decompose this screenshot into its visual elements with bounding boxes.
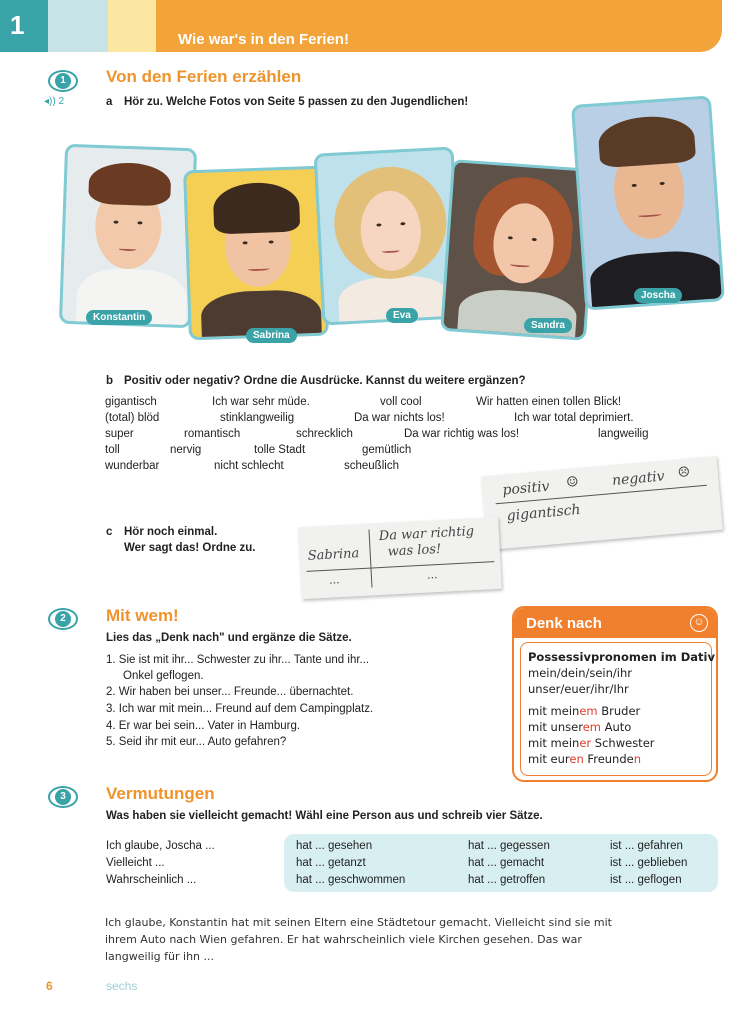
quote-line2: was los! — [387, 541, 442, 560]
section-2-instruction: Lies das „Denk nach" und ergänze die Sätze. — [106, 632, 352, 644]
section-1-title: Von den Ferien erzählen — [106, 67, 302, 86]
expression: Wir hatten einen tollen Blick! — [476, 396, 622, 408]
sentence-starter: Vielleicht ... — [106, 857, 165, 869]
expression: wunderbar — [105, 460, 160, 472]
verb-phrase: hat ... geschwommen — [296, 874, 406, 886]
chapter-number: 1 — [10, 10, 25, 40]
expression: stinklangweilig — [220, 412, 295, 424]
note-who-says — [298, 517, 501, 599]
expression: schrecklich — [296, 428, 353, 440]
expression: Ich war total deprimiert. — [514, 412, 634, 424]
note-positive-negative — [481, 456, 723, 550]
expression: langweilig — [598, 428, 649, 440]
example-text: Ich glaube, Konstantin hat mit seinen Eltern eine Städtetour gemacht. Vielleicht sind sie mit — [105, 916, 612, 929]
label-joscha: Joscha — [634, 288, 682, 303]
expression: super — [105, 428, 134, 440]
task-c-line1: Hör noch einmal. — [124, 526, 218, 538]
exercise-item: 4. Er war bei sein... Vater in Hamburg. — [106, 720, 301, 732]
denk-nach-box — [512, 606, 718, 782]
task-c-line2: Wer sagt das! Ordne zu. — [124, 542, 256, 554]
expression: nervig — [170, 444, 202, 456]
photo-sabrina[interactable] — [183, 166, 329, 341]
example-line: mit meiner Schwester — [528, 736, 655, 750]
example-text: langweilig für ihn ... — [105, 950, 215, 963]
expression: Da war nichts los! — [354, 412, 445, 424]
exercise-item: 2. Wir haben bei unser... Freunde... übernachtet. — [106, 686, 354, 698]
expression: gemütlich — [362, 444, 412, 456]
quote-line1: Da war richtig — [378, 524, 475, 545]
verb-phrase: hat ... gesehen — [296, 840, 373, 852]
label-positive: positiv — [501, 478, 551, 499]
sentence-starter: Ich glaube, Joscha ... — [106, 840, 215, 852]
verb-phrase: ist ... geblieben — [610, 857, 688, 869]
expression: (total) blöd — [105, 412, 160, 424]
header-band-light — [48, 0, 108, 52]
example-positive: gigantisch — [506, 501, 582, 525]
photo-eva[interactable] — [314, 146, 463, 325]
expression: Ich war sehr müde. — [212, 396, 310, 408]
section-3-instruction: Was haben sie vielleicht gemacht! Wähl eine Person aus und schreib vier Sätze. — [106, 810, 543, 822]
label-sabrina: Sabrina — [246, 328, 297, 343]
task-a-letter: a — [106, 96, 113, 108]
expression: toll — [105, 444, 120, 456]
example-line: mit unserem Auto — [528, 720, 632, 734]
exercise-item: 3. Ich war mit mein... Freund auf dem Campingplatz. — [106, 703, 374, 715]
expression: tolle Stadt — [254, 444, 306, 456]
page-word: sechs — [106, 979, 138, 993]
speaker-name: Sabrina — [307, 546, 360, 564]
label-sandra: Sandra — [524, 318, 572, 333]
verb-phrase: hat ... gegessen — [468, 840, 550, 852]
expression: voll cool — [380, 396, 422, 408]
smile-icon: ☺ — [565, 473, 580, 492]
expression: nicht schlecht — [214, 460, 284, 472]
section-1-badge: 1 — [48, 70, 78, 92]
task-b-text: Positiv oder negativ? Ordne die Ausdrücke. Kannst du weitere ergänzen? — [124, 375, 526, 387]
section-3-badge: 3 — [48, 786, 78, 808]
task-a-text: Hör zu. Welche Fotos von Seite 5 passen zu den Jugendlichen! — [124, 96, 469, 108]
verb-phrase: ist ... geflogen — [610, 874, 682, 886]
verb-phrase: hat ... getanzt — [296, 857, 366, 869]
label-negative: negativ — [611, 468, 666, 490]
grammar-heading: Possessivpronomen im Dativ — [528, 650, 715, 664]
label-konstantin: Konstantin — [86, 310, 152, 325]
speaker-icon: ◂)) — [44, 96, 56, 107]
section-3-title: Vermutungen — [106, 784, 215, 803]
expression: scheußlich — [344, 460, 399, 472]
example-line: mit meinem Bruder — [528, 704, 641, 718]
chapter-title: Wie war's in den Ferien! — [178, 31, 349, 48]
exercise-item: 5. Seid ihr mit eur... Auto gefahren? — [106, 736, 287, 748]
photo-joscha[interactable] — [571, 95, 725, 310]
exercise-item: Onkel geflogen. — [123, 670, 204, 682]
frown-icon: ☹ — [677, 464, 691, 482]
example-text: ihrem Auto nach Wien gefahren. Er hat wahrscheinlich viele Kirchen gesehen. Das war — [105, 933, 582, 946]
pronoun-line: mein/dein/sein/ihr — [528, 666, 633, 680]
label-eva: Eva — [386, 308, 418, 323]
expression: Da war richtig was los! — [404, 428, 520, 440]
task-b-letter: b — [106, 375, 114, 387]
denk-nach-title: Denk nach — [526, 615, 602, 632]
photo-sandra[interactable] — [440, 159, 598, 341]
expression: gigantisch — [105, 396, 157, 408]
smiley-icon: ☺ — [690, 614, 708, 632]
photo-konstantin[interactable] — [59, 144, 197, 328]
example-line: mit euren Freunden — [528, 752, 642, 766]
verb-phrase: ist ... gefahren — [610, 840, 683, 852]
expression: romantisch — [184, 428, 241, 440]
section-2-badge: 2 — [48, 608, 78, 630]
blank-quote: ... — [426, 568, 438, 582]
header-band-yellow — [108, 0, 156, 52]
sentence-starter: Wahrscheinlich ... — [106, 874, 197, 886]
verb-phrase: hat ... getroffen — [468, 874, 546, 886]
blank-name: ... — [328, 573, 340, 587]
page-number: 6 — [46, 979, 53, 993]
exercise-item: 1. Sie ist mit ihr... Schwester zu ihr... Tante und ihr... — [106, 654, 370, 666]
audio-track[interactable]: ◂)) 2 — [44, 96, 65, 107]
section-2-title: Mit wem! — [106, 606, 179, 625]
pronoun-line: unser/euer/ihr/Ihr — [528, 682, 629, 696]
verb-phrase: hat ... gemacht — [468, 857, 545, 869]
task-c-letter: c — [106, 526, 113, 538]
